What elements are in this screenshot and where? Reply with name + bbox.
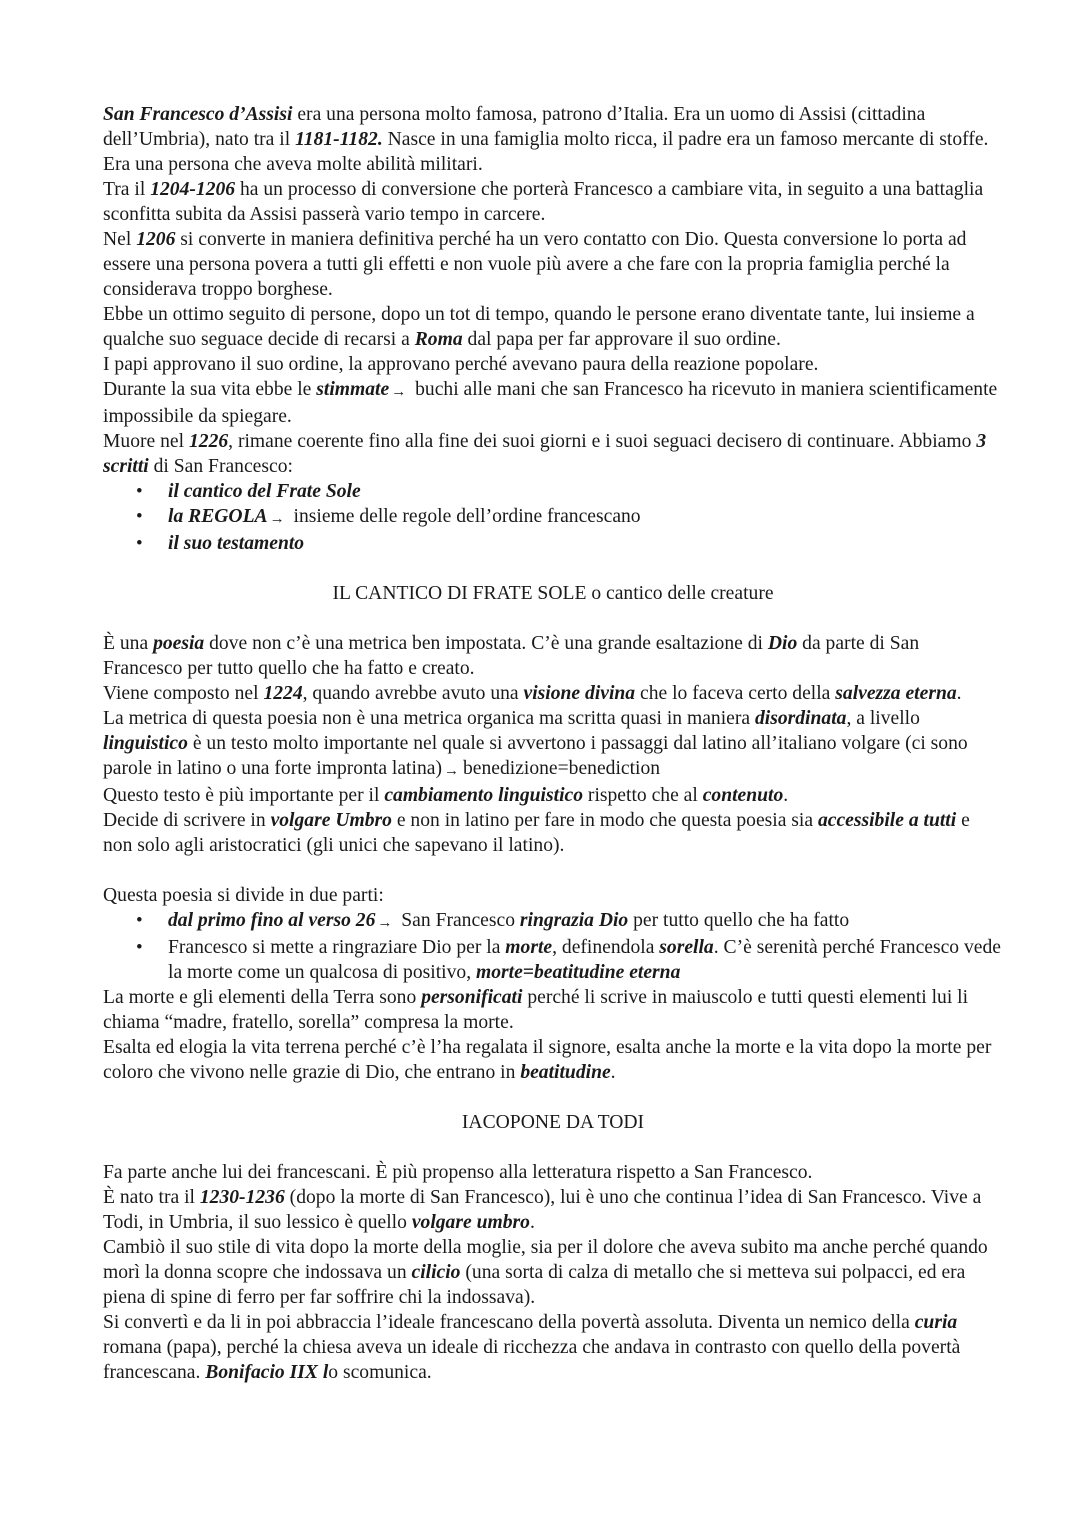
text: Nasce in una famiglia molto ricca, il padre era un famoso mercante di stoffe. Era una persona che aveva molte abilità militari. (103, 129, 989, 175)
right-arrow-icon: → (377, 915, 393, 931)
text: Francesco si mette a ringraziare Dio per la (168, 937, 506, 958)
dio-keyword: Dio (767, 633, 798, 654)
writings-list (103, 479, 1003, 556)
text: È nato tra il (103, 1187, 200, 1208)
text: per tutto quello che ha fatto (628, 910, 850, 931)
text: Decide di scrivere in (103, 810, 271, 831)
text: il cantico del Frate Sole (168, 481, 361, 502)
scritti-keyword: 3 scritti (103, 431, 987, 477)
text: e non solo agli aristocratici (gli unici che sapevano il latino). (103, 810, 970, 856)
birth-dates: 1230-1236 (199, 1187, 285, 1208)
text: (una sorta di calza di metallo che si metteva sui polpacci, ed era piena di spine di ferro per far soffrire chi la indossava). (103, 1262, 966, 1308)
text: Nel (103, 229, 137, 250)
text: Questo testo è più importante per il (103, 785, 385, 806)
right-arrow-icon: → (391, 384, 407, 400)
paragraph-conversion-final (103, 227, 1003, 302)
list-item (103, 504, 1003, 531)
text: . (529, 1212, 535, 1233)
text: (dopo la morte di San Francesco), lui è uno che continua l’idea di San Francesco. Vive a Todi, in Umbria, il suo lessico è quello (103, 1187, 982, 1233)
paragraph-conversion-process (103, 177, 1003, 227)
salvezza-keyword: salvezza eterna (835, 683, 957, 704)
text: insieme delle regole dell’ordine francescano (288, 506, 641, 527)
text: . (783, 785, 789, 806)
volgare-keyword: volgare Umbro (270, 810, 392, 831)
text: Tra il (103, 179, 151, 200)
text: e non in latino per fare in modo che questa poesia sia (391, 810, 818, 831)
text: . C’è serenità perché Francesco vede la morte come un qualcosa di positivo, (168, 937, 1001, 983)
text: Ebbe un ottimo seguito di persone, dopo un tot di tempo, quando le persone erano diventate tante, lui insieme a qualche suo seguace decide di recarsi a (103, 304, 975, 350)
list-item (103, 935, 1003, 985)
text: dal primo fino al verso 26 (168, 910, 376, 931)
text: la REGOLA (168, 506, 268, 527)
paragraph-cantico-parts: Questa poesia si divide in due parti: (103, 885, 384, 906)
san-francesco-name: San Francesco d’Assisi (103, 104, 293, 125)
text: era una persona molto famosa, patrono d’Italia. Era un uomo di Assisi (cittadina dell’Umbria), nato tra il (103, 104, 926, 150)
linguistico-keyword: linguistico (103, 733, 188, 754)
list-item (103, 908, 1003, 935)
death-year: 1226 (188, 431, 229, 452)
text: si converte in maniera definitiva perché ha un vero contatto con Dio. Questa conversione lo porta ad essere una persona povera a tutti gli effetti e non vuole più avere a che fare con la propria famiglia perché la considerava troppo borghese. (103, 229, 967, 300)
curia-keyword: curia (914, 1312, 958, 1333)
paragraph-cantico-intro (103, 631, 1003, 681)
paragraph-followers (103, 302, 1003, 352)
right-arrow-icon: → (443, 763, 459, 779)
paragraph-cantico-importance (103, 783, 1003, 808)
text: . (610, 1062, 616, 1083)
text: È una (103, 633, 154, 654)
text: , a livello (846, 708, 920, 729)
spacer (103, 1135, 1003, 1160)
personificati-keyword: personificati (421, 987, 523, 1008)
bonifacio-keyword: Bonifacio IIX l (205, 1362, 329, 1383)
paragraph-iacopone-conversion (103, 1310, 1003, 1385)
ringrazia-keyword: ringrazia Dio (519, 910, 629, 931)
text: . (956, 683, 962, 704)
text: dove non c’è una metrica ben impostata. C’è una grande esaltazione di (204, 633, 768, 654)
text: San Francesco (396, 910, 520, 931)
text: dal papa per far approvare il suo ordine. (462, 329, 781, 350)
spacer (103, 556, 1003, 581)
disordinata-keyword: disordinata (754, 708, 847, 729)
text: o scomunica. (328, 1362, 432, 1383)
text: di San Francesco: (148, 456, 293, 477)
spacer (103, 606, 1003, 631)
paragraph-cantico-composition (103, 681, 1003, 706)
text: che lo faceva certo della (635, 683, 836, 704)
text: benedizione=benediction (462, 758, 661, 779)
text: Viene composto nel (103, 683, 264, 704)
paragraph-iacopone-change (103, 1235, 1003, 1310)
beatitudine-keyword: beatitudine (520, 1062, 611, 1083)
paragraph-cantico-metrica (103, 706, 1003, 783)
text: il suo testamento (168, 533, 305, 554)
conversion-year: 1206 (136, 229, 176, 250)
right-arrow-icon: → (269, 511, 285, 527)
text: da parte di San Francesco per tutto quello che ha fatto e creato. (103, 633, 920, 679)
list-item (103, 479, 1003, 504)
paragraph-stimmate (103, 377, 1003, 429)
text: perché li scrive in maiuscolo e tutti questi elementi lui li chiama “madre, fratello, sorella” compresa la morte. (103, 987, 969, 1033)
roma-keyword: Roma (414, 329, 463, 350)
text: rispetto che al (583, 785, 703, 806)
cambiamento-keyword: cambiamento linguistico (384, 785, 584, 806)
text: è un testo molto importante nel quale si avvertono i passaggi dal latino all’italiano volgare (ci sono parole in latino o una forte impronta latina) (103, 733, 968, 779)
stimmate-keyword: stimmate (316, 379, 390, 400)
text: ha un processo di conversione che porterà Francesco a cambiare vita, in seguito a una battaglia sconfitta subita da Assisi passerà vario tempo in carcere. (103, 179, 984, 225)
text: , quando avrebbe avuto una (302, 683, 524, 704)
text: La metrica di questa poesia non è una metrica organica ma scritta quasi in maniera (103, 708, 755, 729)
poesia-keyword: poesia (153, 633, 205, 654)
accessibile-keyword: accessibile a tutti (817, 810, 957, 831)
cilicio-keyword: cilicio (411, 1262, 461, 1283)
spacer (103, 858, 1003, 883)
paragraph-iacopone-intro: Fa parte anche lui dei francescani. È più propenso alla letteratura rispetto a San Francesco. (103, 1162, 813, 1183)
text: Esalta ed elogia la vita terrena perché c’è l’ha regalata il signore, esalta anche la morte e la vita dopo la morte per coloro che vivono nelle grazie di Dio, che entrano in (103, 1037, 992, 1083)
conversion-dates: 1204-1206 (150, 179, 236, 200)
paragraph-cantico-personification (103, 985, 1003, 1035)
text: romana (papa), perché la chiesa aveva un ideale di ricchezza che andava in contrasto con quello della povertà francescana. (103, 1337, 961, 1383)
text: Muore nel (103, 431, 189, 452)
composition-year: 1224 (263, 683, 303, 704)
list-item (103, 531, 1003, 556)
morte-keyword: morte (505, 937, 553, 958)
section-title-iacopone: IACOPONE DA TODI (461, 1112, 645, 1133)
document-page (103, 102, 1003, 1385)
paragraph-cantico-language (103, 808, 1003, 858)
section-title-cantico: IL CANTICO DI FRATE SOLE o cantico delle creature (332, 583, 774, 604)
paragraph-cantico-esalta (103, 1035, 1003, 1085)
paragraph-intro-birth (103, 102, 1003, 177)
cantico-parts-list (103, 908, 1003, 985)
text: Si convertì e da li in poi abbraccia l’ideale francescano della povertà assoluta. Diventa un nemico della (103, 1312, 915, 1333)
beatitudine-keyword: morte=beatitudine eterna (476, 962, 681, 983)
text: La morte e gli elementi della Terra sono (103, 987, 422, 1008)
paragraph-papal-approval: I papi approvano il suo ordine, la approvano perché avevano paura della reazione popolare. (103, 354, 819, 375)
contenuto-keyword: contenuto (702, 785, 784, 806)
volgare-keyword: volgare umbro (411, 1212, 530, 1233)
sorella-keyword: sorella (659, 937, 714, 958)
text: buchi alle mani che san Francesco ha ricevuto in maniera scientificamente impossibile da spiegare. (103, 379, 998, 427)
birth-dates: 1181-1182. (295, 129, 383, 150)
text: , rimane coerente fino alla fine dei suoi giorni e i suoi seguaci decisero di continuare. Abbiamo (228, 431, 977, 452)
paragraph-iacopone-birth (103, 1185, 1003, 1235)
visione-keyword: visione divina (523, 683, 636, 704)
spacer (103, 1085, 1003, 1110)
text: Durante la sua vita ebbe le (103, 379, 317, 400)
text: Cambiò il suo stile di vita dopo la morte della moglie, sia per il dolore che aveva subito ma anche perché quando morì la donna scopre che indossava un (103, 1237, 988, 1283)
paragraph-death (103, 429, 1003, 479)
text: , definendola (552, 937, 660, 958)
